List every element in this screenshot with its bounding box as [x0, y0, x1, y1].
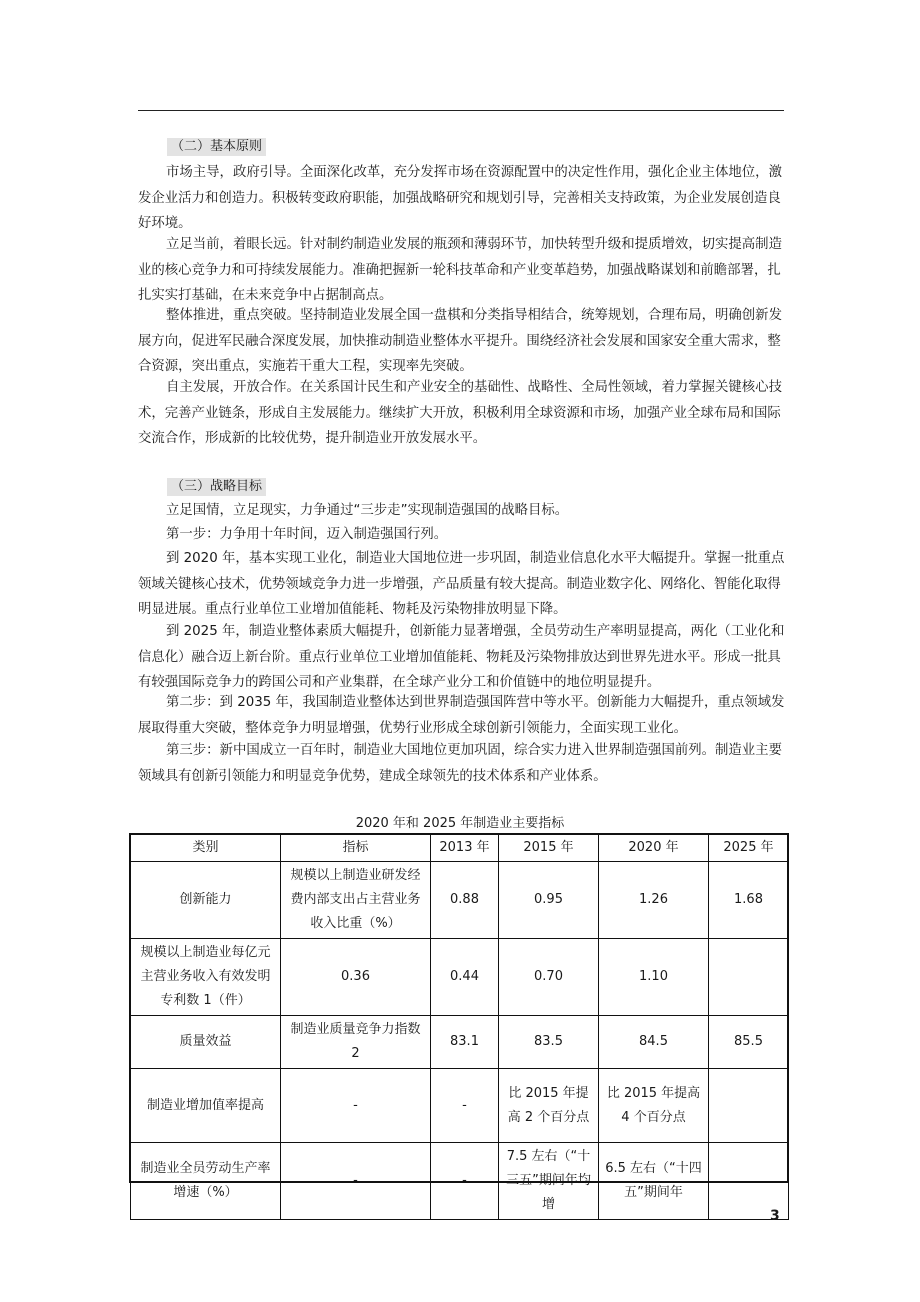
- table-row: [131, 1016, 789, 1069]
- table-cell: 0.44: [431, 939, 499, 1016]
- table-cell: 制造业全员劳动生产率增速（%）: [131, 1143, 281, 1220]
- table-cell: 质量效益: [131, 1016, 281, 1069]
- table-cell: 7.5 左右（“十三五”期间年均增: [499, 1143, 599, 1220]
- paragraph: 第三步：新中国成立一百年时，制造业大国地位更加巩固，综合实力进入世界制造强国前列。制造业主要领域具有创新引领能力和明显竞争优势，建成全球领先的技术体系和产业体系。: [138, 743, 782, 784]
- paragraph: 整体推进，重点突破。坚持制造业发展全国一盘棋和分类指导相结合，统筹规划，合理布局，明确创新发展方向，促进军民融合深度发展，加快推动制造业整体水平提升。围绕经济社会发展和国家安全重大需求，整合资源，突出重点，实施若干重大工程，实现率先突破。: [138, 308, 782, 375]
- table-cell: -: [431, 1143, 499, 1220]
- table-cell: [709, 939, 789, 1016]
- paragraph: 立足国情，立足现实，力争通过“三步走”实现制造强国的战略目标。: [166, 503, 569, 518]
- table-cell: 规模以上制造业研发经费内部支出占主营业务收入比重（%）: [281, 862, 431, 939]
- table-caption: 2020 年和 2025 年制造业主要指标: [355, 816, 565, 831]
- table-cell: [709, 1069, 789, 1143]
- table-cell: 制造业质量竞争力指数 2: [281, 1016, 431, 1069]
- page-number: 3: [770, 1208, 780, 1224]
- table-cell: 比 2015 年提高 4 个百分点: [599, 1069, 709, 1143]
- column-header: 类别: [131, 835, 281, 862]
- paragraph: 第二步：到 2035 年，我国制造业整体达到世界制造强国阵营中等水平。创新能力大幅提升，重点领域发展取得重大突破，整体竞争力明显增强，优势行业形成全球创新引领能力，全面实现工业化。: [138, 695, 785, 736]
- column-header: 指标: [281, 835, 431, 862]
- section-heading-goals: （三）战略目标: [167, 478, 266, 496]
- column-header: 2020 年: [599, 835, 709, 862]
- table-cell: 85.5: [709, 1016, 789, 1069]
- header-rule: [138, 110, 784, 111]
- table-cell: 83.1: [431, 1016, 499, 1069]
- table-row: [131, 862, 789, 939]
- paragraph: 第一步：力争用十年时间，迈入制造强国行列。: [166, 527, 448, 542]
- table-cell: 0.70: [499, 939, 599, 1016]
- table-cell: 0.36: [281, 939, 431, 1016]
- column-header: 2025 年: [709, 835, 789, 862]
- table-cell: 0.95: [499, 862, 599, 939]
- table-cell: 84.5: [599, 1016, 709, 1069]
- table-cell: 6.5 左右（“十四五”期间年: [599, 1143, 709, 1220]
- table-cell: 制造业增加值率提高: [131, 1069, 281, 1143]
- table-cell: 创新能力: [131, 862, 281, 939]
- table-cell: -: [281, 1069, 431, 1143]
- paragraph: 到 2025 年，制造业整体素质大幅提升，创新能力显著增强，全员劳动生产率明显提高，两化（工业化和信息化）融合迈上新台阶。重点行业单位工业增加值能耗、物耗及污染物排放达到世界先进水平。形成一批具有较强国际竞争力的跨国公司和产业集群，在全球产业分工和价值链中的地位明显提升。: [138, 624, 785, 691]
- table-cell: 1.68: [709, 862, 789, 939]
- paragraph: 到 2020 年，基本实现工业化，制造业大国地位进一步巩固，制造业信息化水平大幅提升。掌握一批重点领域关键核心技术，优势领域竞争力进一步增强，产品质量有较大提高。制造业数字化、网络化、智能化取得明显进展。重点行业单位工业增加值能耗、物耗及污染物排放明显下降。: [138, 551, 785, 618]
- section-heading-principles: （二）基本原则: [167, 138, 266, 156]
- column-header: 2015 年: [499, 835, 599, 862]
- column-header: 2013 年: [431, 835, 499, 862]
- paragraph: 立足当前，着眼长远。针对制约制造业发展的瓶颈和薄弱环节，加快转型升级和提质增效，切实提高制造业的核心竞争力和可持续发展能力。准确把握新一轮科技革命和产业变革趋势，加强战略谋划和前瞻部署，扎扎实实打基础，在未来竞争中占据制高点。: [138, 237, 782, 304]
- table-cell: 0.88: [431, 862, 499, 939]
- table-cell: 1.26: [599, 862, 709, 939]
- table-cell: 83.5: [499, 1016, 599, 1069]
- paragraph: 自主发展，开放合作。在关系国计民生和产业安全的基础性、战略性、全局性领域，着力掌握关键核心技术，完善产业链条，形成自主发展能力。继续扩大开放，积极利用全球资源和市场，加强产业全球布局和国际交流合作，形成新的比较优势，提升制造业开放发展水平。: [138, 380, 782, 447]
- table-cell: -: [431, 1069, 499, 1143]
- table-row: [131, 939, 789, 1016]
- table-cell: -: [281, 1143, 431, 1220]
- table-row: [131, 1069, 789, 1143]
- indicators-table: [130, 834, 789, 1220]
- paragraph: 市场主导，政府引导。全面深化改革，充分发挥市场在资源配置中的决定性作用，强化企业主体地位，激发企业活力和创造力。积极转变政府职能，加强战略研究和规划引导，完善相关支持政策，为企业发展创造良好环境。: [138, 165, 782, 232]
- table-cell: 1.10: [599, 939, 709, 1016]
- table-row: [131, 1143, 789, 1220]
- table-cell: 比 2015 年提高 2 个百分点: [499, 1069, 599, 1143]
- table-header-row: [131, 835, 789, 862]
- table-cell: 规模以上制造业每亿元主营业务收入有效发明专利数 1（件）: [131, 939, 281, 1016]
